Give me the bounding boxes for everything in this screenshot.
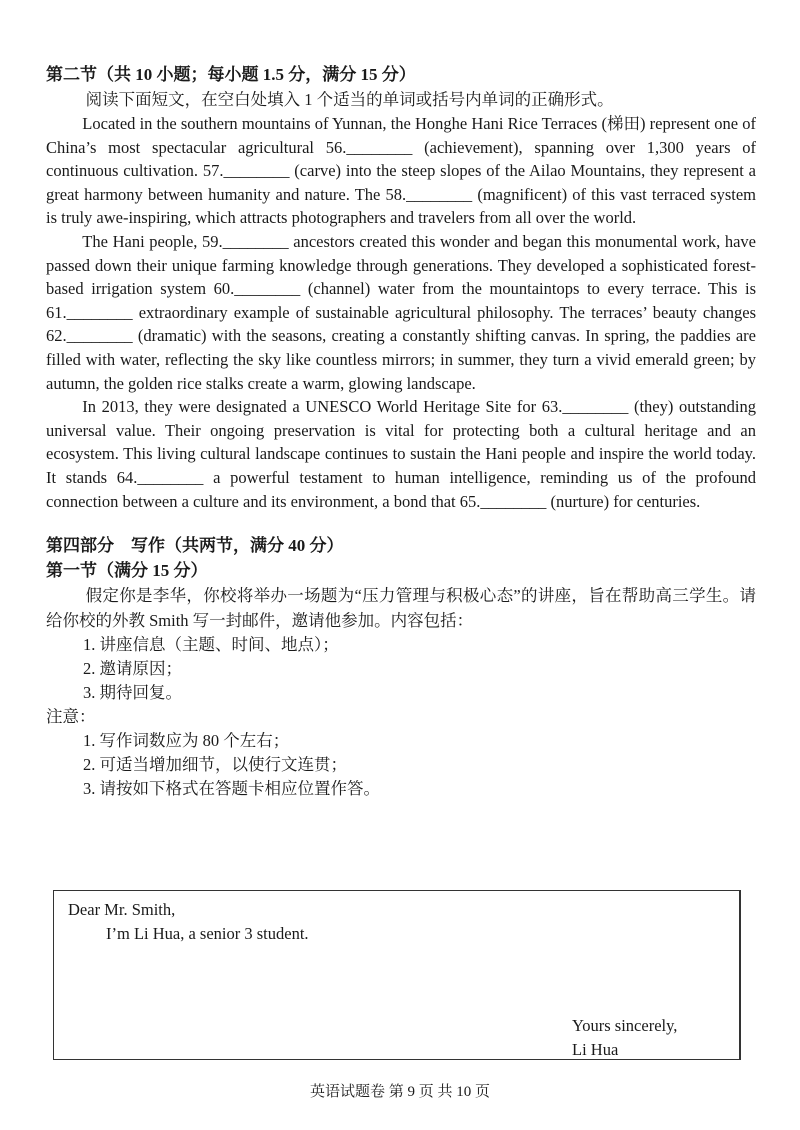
passage-paragraph-1: Located in the southern mountains of Yunnan, the Honghe Hani Rice Terraces (梯田) represent one of China’s most spectacular agricultural 56.________ (achievement), spanning over 1,300 years of continuous cultivation. 57.________ (carve) into the steep slopes of the Ailao Mountains, they represent a great harmony between humanity and nature. The 58.________ (magnificent) of this vast terraced system is truly awe-inspiring, which attracts photographers and travelers from all over the world. — [46, 114, 756, 228]
page-footer: 英语试题卷 第 9 页 共 10 页 — [309, 1084, 490, 1100]
notes-label: 注意： — [46, 707, 96, 727]
letter-closing: Yours sincerely, — [572, 1016, 678, 1035]
content-item: 3. 期待回复。 — [83, 683, 182, 703]
section-2-instruction: 阅读下面短文，在空白处填入 1 个适当的单词或括号内单词的正确形式。 — [85, 90, 614, 109]
passage-paragraph-2: The Hani people, 59.________ ancestors created this wonder and began this monumental work, have passed down their unique farming knowledge through generations. They developed a sophisticated forest-based irrigation system 60.________ (channel) water from the mountaintops to every terrace. This is 61.________ extraordinary example of sustainable agricultural philosophy. The terraces’ beauty changes 62.________ (dramatic) with the seasons, creating a constantly shifting canvas. In spring, the paddies are filled with water, reflecting the sky like countless mirrors; in summer, they turn a vivid emerald green; by autumn, the golden rice stalks create a warm, glowing landscape. — [46, 231, 756, 393]
letter-signature: Li Hua — [572, 1040, 619, 1059]
note-item: 1. 写作词数应为 80 个左右； — [83, 731, 290, 751]
writing-prompt: 假定你是李华，你校将举办一场题为“压力管理与积极心态”的讲座，旨在帮助高三学生。请给你校的外教 Smith 写一封邮件，邀请他参加。内容包括： — [46, 586, 756, 631]
note-item: 3. 请按如下格式在答题卡相应位置作答。 — [83, 779, 380, 799]
letter-salutation: Dear Mr. Smith, — [68, 900, 176, 919]
note-item: 2. 可适当增加细节，以使行文连贯； — [83, 755, 347, 775]
exam-page — [46, 62, 756, 801]
content-item: 2. 邀请原因； — [83, 659, 182, 679]
letter-answer-box — [53, 890, 741, 1060]
section-2-title: 第二节（共 10 小题；每小题 1.5 分，满分 15 分） — [46, 65, 416, 84]
content-item: 1. 讲座信息（主题、时间、地点）； — [83, 635, 339, 655]
part-4-section-1-title: 第一节（满分 15 分） — [46, 561, 208, 581]
part-4-title: 第四部分 写作（共两节，满分 40 分） — [46, 536, 344, 556]
letter-intro: I’m Li Hua, a senior 3 student. — [106, 924, 309, 943]
passage-paragraph-3: In 2013, they were designated a UNESCO World Heritage Site for 63.________ (they) outstanding universal value. Their ongoing preservation is vital for protecting both a cultural heritage and an ecosystem. This living cultural landscape continues to sustain the Hani people and inspire the world today. It stands 64.________ a powerful testament to human intelligence, reminding us of the profound connection between a culture and its environment, a bond that 65.________ (nurture) for centuries. — [46, 397, 756, 511]
